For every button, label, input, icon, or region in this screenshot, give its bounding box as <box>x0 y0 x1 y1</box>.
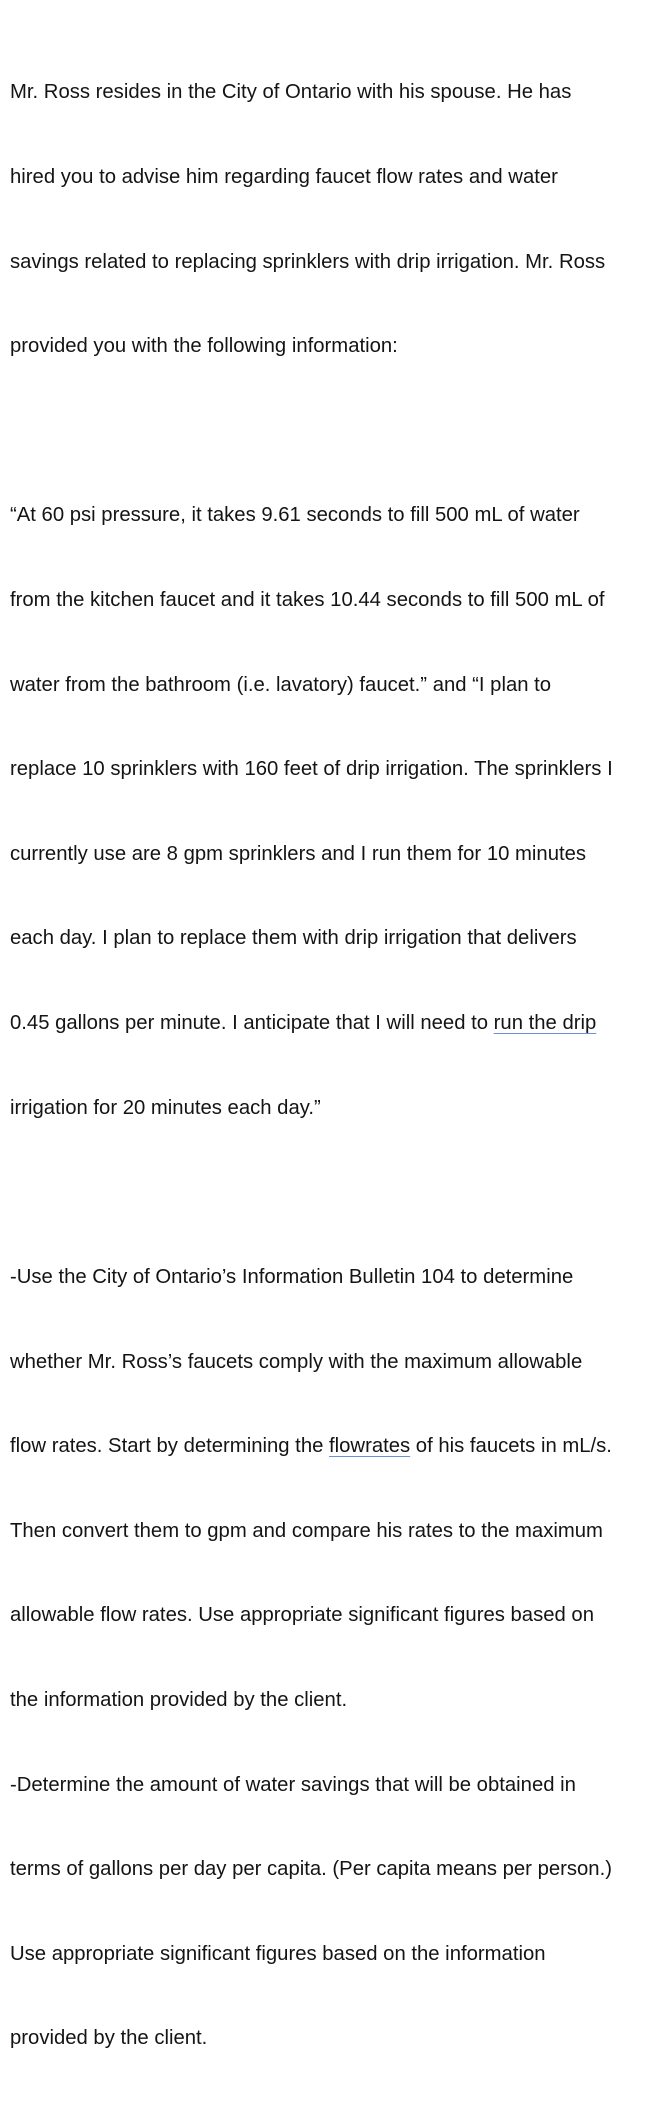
document-body <box>10 22 648 2109</box>
text-segment: of his faucets in mL/s. <box>410 1435 612 1457</box>
text-line <box>10 1009 648 1037</box>
text-line: from the kitchen faucet and it takes 10.44 seconds to fill 500 mL of <box>10 586 648 614</box>
text-line: whether Mr. Ross’s faucets comply with the maximum allowable <box>10 1348 648 1376</box>
text-line: hired you to advise him regarding faucet flow rates and water <box>10 163 648 191</box>
intro-paragraph <box>10 22 648 417</box>
text-segment: flow rates. Start by determining the <box>10 1435 329 1457</box>
paragraph-gap <box>10 1178 648 1206</box>
text-line: Then convert them to gpm and compare his rates to the maximum <box>10 1517 648 1545</box>
client-quote-paragraph <box>10 445 648 1178</box>
text-line: irrigation for 20 minutes each day.” <box>10 1094 648 1122</box>
text-line: the information provided by the client. <box>10 1686 648 1714</box>
paragraph-gap <box>10 417 648 445</box>
text-line: terms of gallons per day per capita. (Per capita means per person.) <box>10 1855 648 1883</box>
text-line: each day. I plan to replace them with drip irrigation that delivers <box>10 924 648 952</box>
text-line: savings related to replacing sprinklers with drip irrigation. Mr. Ross <box>10 248 648 276</box>
text-line: provided by the client. <box>10 2024 648 2052</box>
text-line: allowable flow rates. Use appropriate significant figures based on <box>10 1601 648 1629</box>
text-line: “At 60 psi pressure, it takes 9.61 seconds to fill 500 mL of water <box>10 501 648 529</box>
text-line: -Use the City of Ontario’s Information Bulletin 104 to determine <box>10 1263 648 1291</box>
text-line: Mr. Ross resides in the City of Ontario with his spouse. He has <box>10 78 648 106</box>
text-line: Use appropriate significant figures based on the information <box>10 1940 648 1968</box>
instructions-paragraph <box>10 1207 648 2109</box>
text-line: -Determine the amount of water savings that will be obtained in <box>10 1771 648 1799</box>
text-segment: 0.45 gallons per minute. I anticipate that I will need to <box>10 1012 494 1034</box>
underlined-phrase: run the drip <box>494 1012 597 1034</box>
text-line: provided you with the following information: <box>10 332 648 360</box>
text-line: water from the bathroom (i.e. lavatory) faucet.” and “I plan to <box>10 671 648 699</box>
text-line: currently use are 8 gpm sprinklers and I run them for 10 minutes <box>10 840 648 868</box>
text-line: replace 10 sprinklers with 160 feet of drip irrigation. The sprinklers I <box>10 755 648 783</box>
text-line <box>10 1432 648 1460</box>
underlined-word: flowrates <box>329 1435 410 1457</box>
